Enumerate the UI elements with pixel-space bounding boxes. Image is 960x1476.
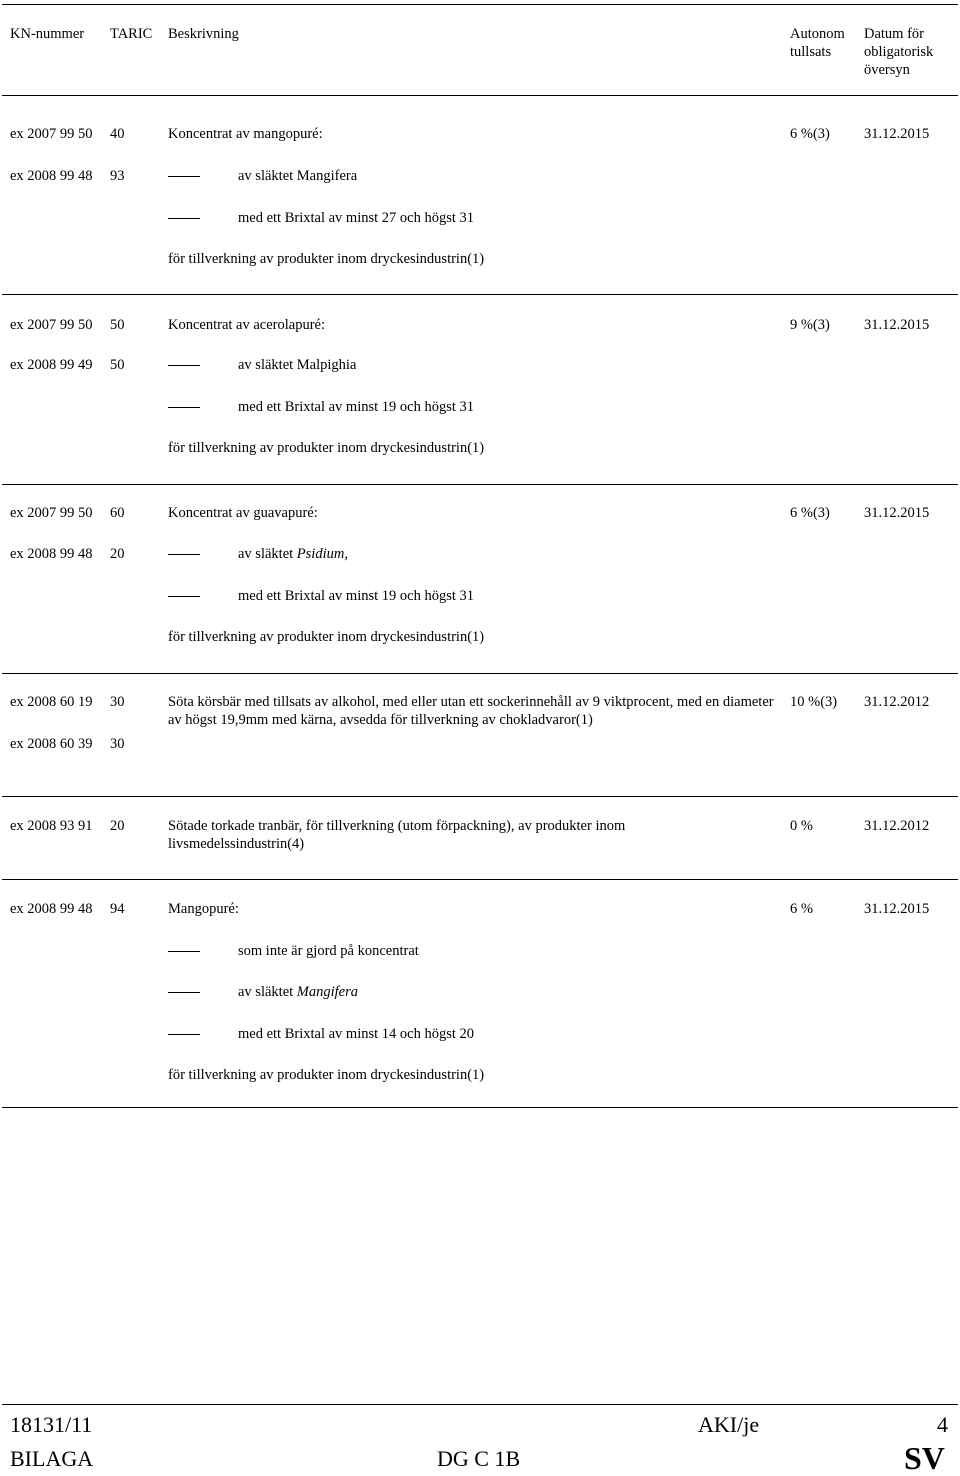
taric-code: 50 xyxy=(110,317,125,333)
duty-rate: 6 %(3) xyxy=(790,126,830,142)
block-rule xyxy=(2,484,958,485)
sub-description: med ett Brixtal av minst 27 och högst 31 xyxy=(238,210,475,226)
sub-description-text: av släktet xyxy=(238,546,297,562)
col-header-description: Beskrivning xyxy=(168,26,239,42)
description: Koncentrat av guavapuré: xyxy=(168,505,318,521)
dash-bullet xyxy=(168,992,200,993)
taric-code: 30 xyxy=(110,736,125,752)
end-use-note: för tillverkning av produkter inom dryckesindustrin(1) xyxy=(168,629,485,645)
sub-description: som inte är gjord på koncentrat xyxy=(238,943,419,959)
sub-description: med ett Brixtal av minst 19 och högst 31 xyxy=(238,399,475,415)
sub-description: av släktet Malpighia xyxy=(238,357,357,373)
review-date: 31.12.2015 xyxy=(864,317,930,333)
language-code: SV xyxy=(904,1440,945,1476)
sub-description: med ett Brixtal av minst 19 och högst 31 xyxy=(238,588,475,604)
dash-bullet xyxy=(168,176,200,177)
directorate: DG C 1B xyxy=(437,1446,521,1471)
review-date: 31.12.2015 xyxy=(864,126,930,142)
taric-code: 93 xyxy=(110,168,125,184)
dash-bullet xyxy=(168,218,200,219)
kn-code: ex 2008 99 48 xyxy=(10,168,93,184)
duty-rate: 9 %(3) xyxy=(790,317,830,333)
sub-description: med ett Brixtal av minst 14 och högst 20 xyxy=(238,1026,475,1042)
description: Söta körsbär med tillsats av alkohol, med eller utan ett sockerinnehåll av 9 viktprocent, med en diameter av högst 19,9mm med kärna, avsedda för tillverkning av chokladvaror(1) xyxy=(168,694,774,728)
taric-code: 20 xyxy=(110,546,125,562)
sub-description: av släktet Mangifera xyxy=(238,168,358,184)
end-use-note: för tillverkning av produkter inom dryckesindustrin(1) xyxy=(168,440,485,456)
end-use-note: för tillverkning av produkter inom dryckesindustrin(1) xyxy=(168,1067,485,1083)
col-header-rate-line1: Autonom xyxy=(790,26,845,42)
taric-code: 40 xyxy=(110,126,125,142)
genus-name: Mangifera xyxy=(296,984,359,1000)
block-rule xyxy=(2,294,958,295)
description: Koncentrat av mangopuré: xyxy=(168,126,323,142)
review-date: 31.12.2015 xyxy=(864,505,930,521)
kn-code: ex 2008 99 48 xyxy=(10,546,93,562)
kn-code: ex 2008 99 48 xyxy=(10,901,93,917)
duty-rate: 6 %(3) xyxy=(790,505,830,521)
review-date: 31.12.2012 xyxy=(864,694,930,710)
block-rule xyxy=(2,673,958,674)
kn-code: ex 2007 99 50 xyxy=(10,505,93,521)
table-bottom-rule xyxy=(2,1107,958,1108)
kn-code: ex 2007 99 50 xyxy=(10,126,93,142)
duty-rate: 0 % xyxy=(790,818,813,834)
col-header-kn: KN-nummer xyxy=(10,26,85,42)
dash-bullet xyxy=(168,1034,200,1035)
col-header-date-line3: översyn xyxy=(864,62,910,78)
sub-description-text: av släktet xyxy=(238,984,297,1000)
top-rule xyxy=(2,4,958,5)
genus-name: Psidium, xyxy=(296,546,348,562)
review-date: 31.12.2012 xyxy=(864,818,930,834)
annex-label: BILAGA xyxy=(10,1446,94,1471)
kn-code: ex 2008 99 49 xyxy=(10,357,93,373)
description: Mangopuré: xyxy=(168,901,239,917)
dash-bullet xyxy=(168,951,200,952)
col-header-rate-line2: tullsats xyxy=(790,44,832,60)
author-initials: AKI/je xyxy=(698,1412,760,1437)
sub-description xyxy=(238,545,348,563)
dash-bullet xyxy=(168,554,200,555)
block-rule xyxy=(2,879,958,880)
page-number: 4 xyxy=(937,1412,948,1437)
description: Sötade torkade tranbär, för tillverkning (utom förpackning), av produkter inom livsmedelssindustrin(4) xyxy=(168,818,626,852)
taric-code: 94 xyxy=(110,901,125,917)
taric-code: 20 xyxy=(110,818,125,834)
taric-code: 50 xyxy=(110,357,125,373)
document-number: 18131/11 xyxy=(10,1412,93,1437)
block-rule xyxy=(2,796,958,797)
dash-bullet xyxy=(168,596,200,597)
dash-bullet xyxy=(168,407,200,408)
kn-code: ex 2008 60 39 xyxy=(10,736,93,752)
description: Koncentrat av acerolapuré: xyxy=(168,317,325,333)
end-use-note: för tillverkning av produkter inom dryckesindustrin(1) xyxy=(168,251,485,267)
col-header-date-line1: Datum för xyxy=(864,26,924,42)
header-rule xyxy=(2,95,958,96)
kn-code: ex 2007 99 50 xyxy=(10,317,93,333)
taric-code: 60 xyxy=(110,505,125,521)
footer-rule xyxy=(2,1404,958,1405)
dash-bullet xyxy=(168,365,200,366)
kn-code: ex 2008 60 19 xyxy=(10,694,93,710)
duty-rate: 6 % xyxy=(790,901,813,917)
kn-code: ex 2008 93 91 xyxy=(10,818,93,834)
col-header-taric: TARIC xyxy=(110,26,153,42)
sub-description xyxy=(238,983,358,1001)
col-header-date-line2: obligatorisk xyxy=(864,44,934,60)
duty-rate: 10 %(3) xyxy=(790,694,838,710)
review-date: 31.12.2015 xyxy=(864,901,930,917)
taric-code: 30 xyxy=(110,694,125,710)
